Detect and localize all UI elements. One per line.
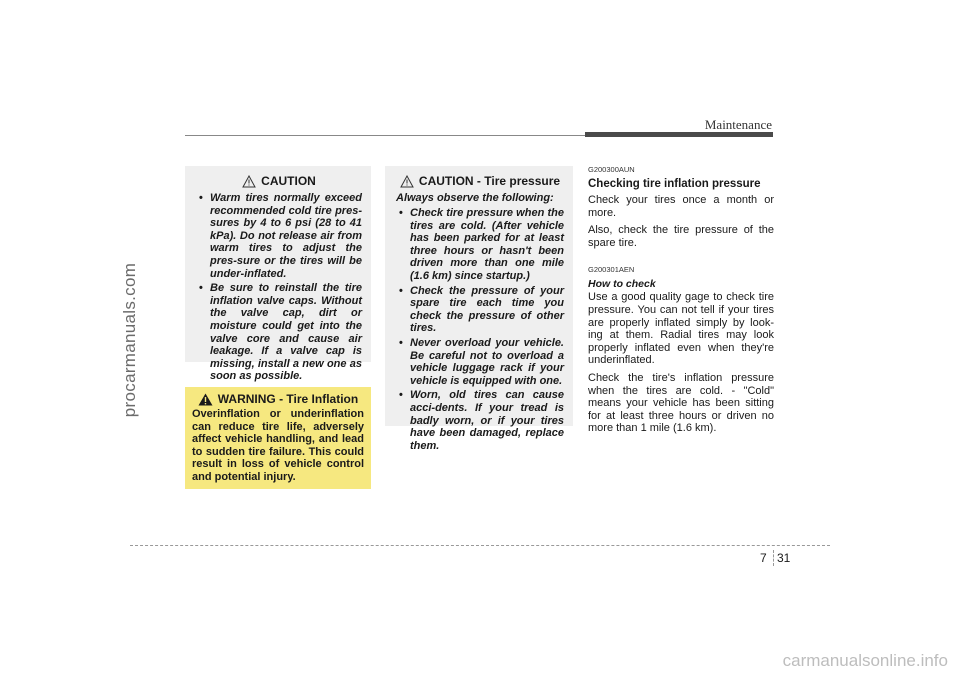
footer-rule — [130, 545, 830, 546]
warning-triangle-icon — [198, 393, 213, 406]
caution-tire-pressure-title — [396, 174, 564, 188]
subheading: How to check — [588, 278, 656, 291]
caution-title-text: CAUTION — [261, 174, 316, 188]
page-divider — [773, 550, 774, 566]
paragraph: Use a good quality gage to check tire pressure. You can not tell if your tires are properly inflated simply by look-ing at them. Radial tires may look properly inflated even when they're underinflated. — [588, 291, 774, 367]
caution-title — [196, 174, 362, 188]
caution-tire-pressure-title-text: CAUTION - Tire pressure — [418, 174, 561, 188]
caution-item: • Check tire pressure when the tires are cold. (After vehicle has been parked for at least three hours or hasn't been driven more than one mile (1.6 km) since startup.) — [396, 207, 564, 283]
caution-box — [185, 166, 371, 383]
paragraph: Check the tire's inflation pressure when the tires are cold. - "Cold" means your vehicle has been sitting for at least three hours or driven no more than 1 mile (1.6 km). — [588, 371, 774, 435]
caution-triangle-icon — [242, 175, 256, 188]
paragraph: Check your tires once a month or more. — [588, 194, 774, 219]
caution-item: • Never overload your vehicle. Be careful not to overload a vehicle luggage rack if your vehicle is equipped with one. — [396, 337, 564, 387]
caution-item: • Check the pressure of your spare tire each time you check the pressure of other tires. — [396, 285, 564, 335]
caution-item: • Worn, old tires can cause acci-dents. If your tread is badly worn, or if your tires have been damaged, replace them. — [396, 389, 564, 452]
warning-body: Overinflation or underinflation can reduce tire life, adversely affect vehicle handling, and lead to sudden tire failure. This could result in loss of vehicle control and potential injury. — [192, 408, 364, 483]
caution-item: • Warm tires normally exceed recommended cold tire pres-sures by 4 to 6 psi (28 to 41 kPa). Do not release air from warm tires to adjust the pres-sure or the tires will be under-inflated. — [196, 192, 362, 280]
caution-intro: Always observe the following: — [396, 192, 554, 204]
tire-pressure-section — [588, 165, 774, 440]
page-number: 31 — [777, 551, 791, 565]
header-tab-bar — [585, 132, 773, 137]
caution-tire-pressure-box — [385, 166, 573, 452]
warning-title-text: WARNING - Tire Inflation — [217, 392, 359, 406]
warning-box — [185, 387, 371, 489]
section-code: G200300AUN — [588, 165, 635, 174]
caution-triangle-icon — [400, 175, 414, 188]
chapter-number: 7 — [760, 551, 767, 565]
paragraph: Also, check the tire pressure of the spare tire. — [588, 224, 774, 249]
warning-title — [192, 392, 364, 406]
caution-list — [196, 192, 362, 383]
section-code: G200301AEN — [588, 265, 635, 275]
side-watermark: procarmanuals.com — [120, 262, 139, 418]
header-title: Maintenance — [704, 117, 772, 132]
caution-tire-pressure-list — [396, 207, 564, 452]
caution-item: • Be sure to reinstall the tire inflation valve caps. Without the valve cap, dirt or moisture could get into the valve core and cause air leakage. If a valve cap is missing, install a new one as soon as possible. — [196, 282, 362, 383]
bottom-watermark: carmanualsonline.info — [782, 651, 948, 670]
section-heading: Checking tire inflation pressure — [588, 178, 761, 190]
